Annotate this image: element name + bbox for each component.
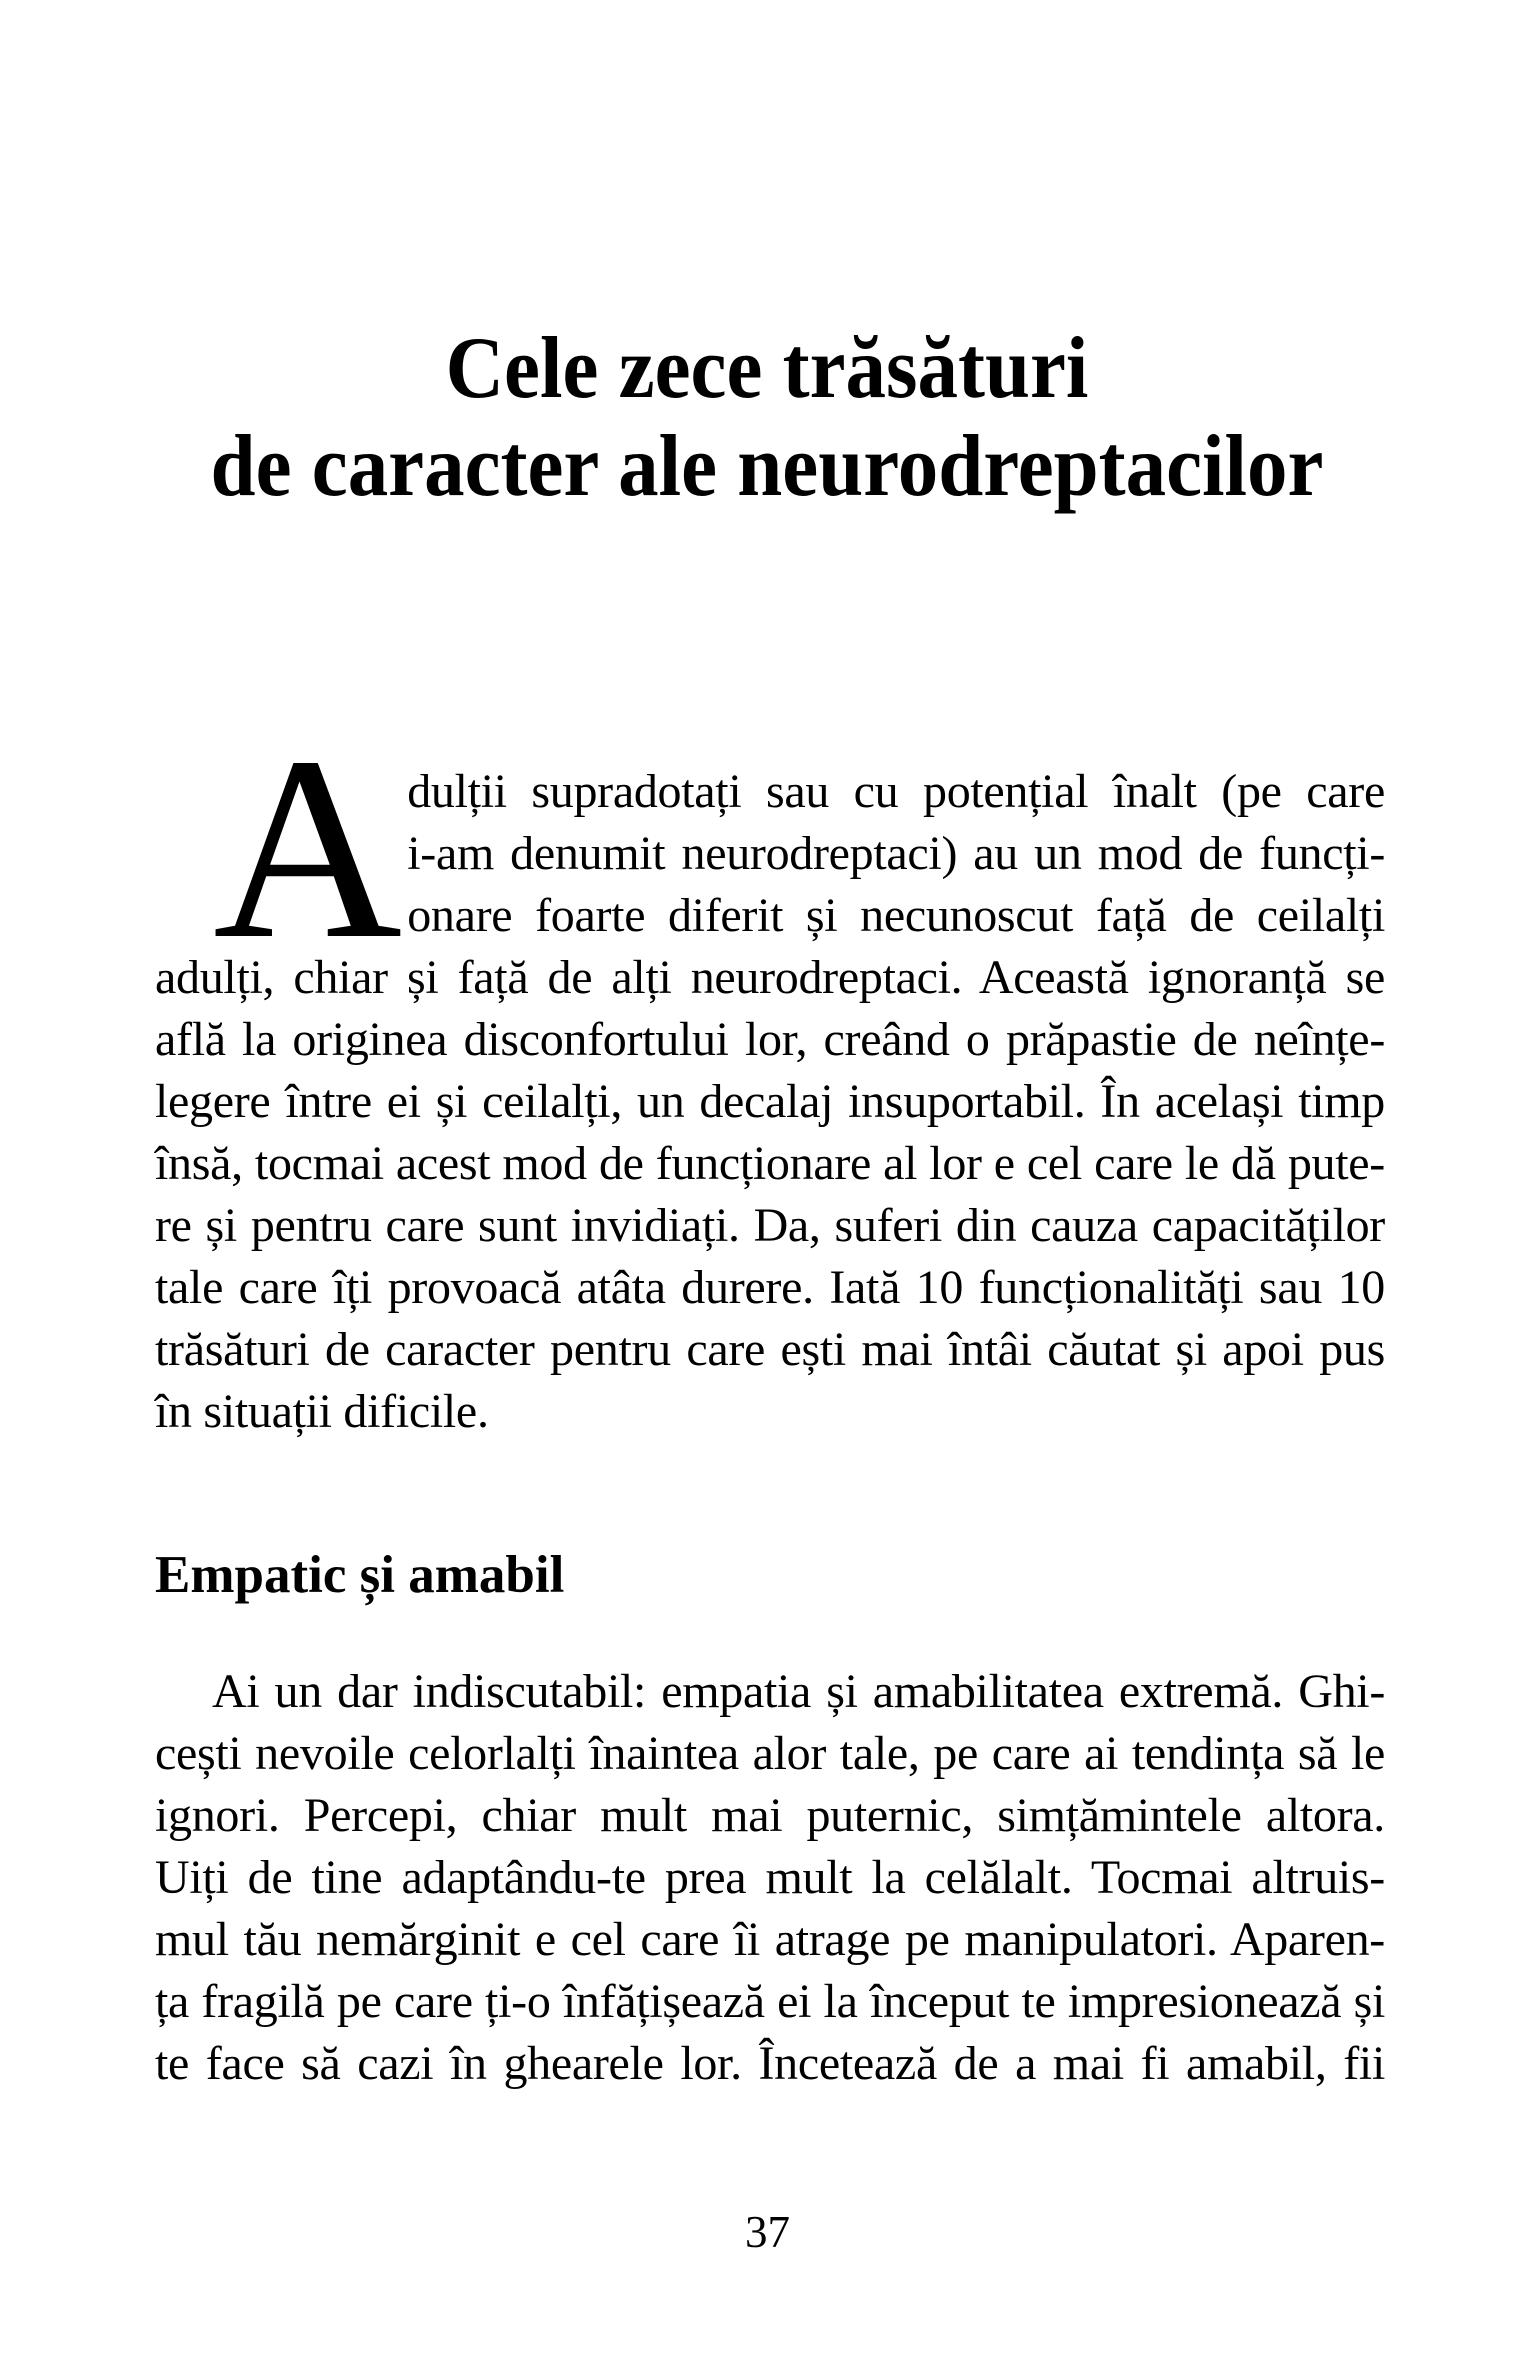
text-line: onare foarte diferit și necunoscut față de ceilalți (407, 889, 1385, 942)
text-line: i-am denumit neurodreptaci) au un mod de funcți- (407, 827, 1385, 880)
chapter-title-line-2: de caracter ale neurodreptacilor (210, 418, 1324, 515)
text-line: te face să cazi în ghearele lor. Încetează de a mai fi amabil, fii (155, 2037, 1385, 2090)
section-heading: Empatic și amabil (155, 1546, 565, 1604)
text-line: ța fragilă pe care ți-o înfățișează ei la început te impresionează și (155, 1975, 1385, 2028)
text-line: cești nevoile celorlalți înaintea alor tale, pe care ai tendința să le (155, 1727, 1385, 1780)
text-line: mul tău nemărginit e cel care îi atrage pe manipulatori. Aparen- (155, 1913, 1385, 1966)
text-line: ignori. Percepi, chiar mult mai puternic, simțămintele altora. (155, 1789, 1385, 1842)
text-line: însă, tocmai acest mod de funcționare al lor e cel care le dă pute- (155, 1137, 1385, 1190)
text-line: trăsături de caracter pentru care ești mai întâi căutat și apoi pus (155, 1323, 1385, 1376)
text-line: în situații dificile. (155, 1385, 489, 1438)
chapter-title-line-1: Cele zece trăsături (445, 320, 1089, 417)
text-line: re și pentru care sunt invidiați. Da, suferi din cauza capacităților (155, 1199, 1385, 1252)
text-line: Uiți de tine adaptându-te prea mult la celălalt. Tocmai altruis- (155, 1851, 1385, 1904)
drop-cap: A (213, 703, 403, 993)
text-line: Ai un dar indiscutabil: empatia și amabilitatea extremă. Ghi- (212, 1665, 1385, 1718)
section-paragraph (155, 1661, 1385, 2095)
text-line: legere între ei și ceilalți, un decalaj insuportabil. În același timp (155, 1075, 1385, 1128)
text-line: adulți, chiar și față de alți neurodreptaci. Această ignoranță se (155, 951, 1385, 1004)
text-line: află la originea disconfortului lor, creând o prăpastie de neînțe- (155, 1013, 1385, 1066)
intro-paragraph (155, 703, 1385, 1443)
chapter-title (152, 320, 1382, 516)
page-number: 37 (745, 2207, 790, 2257)
text-line: tale care îți provoacă atâta durere. Iată 10 funcționalități sau 10 (155, 1261, 1385, 1314)
text-line: dulții supradotați sau cu potențial înalt (pe care (407, 765, 1385, 818)
